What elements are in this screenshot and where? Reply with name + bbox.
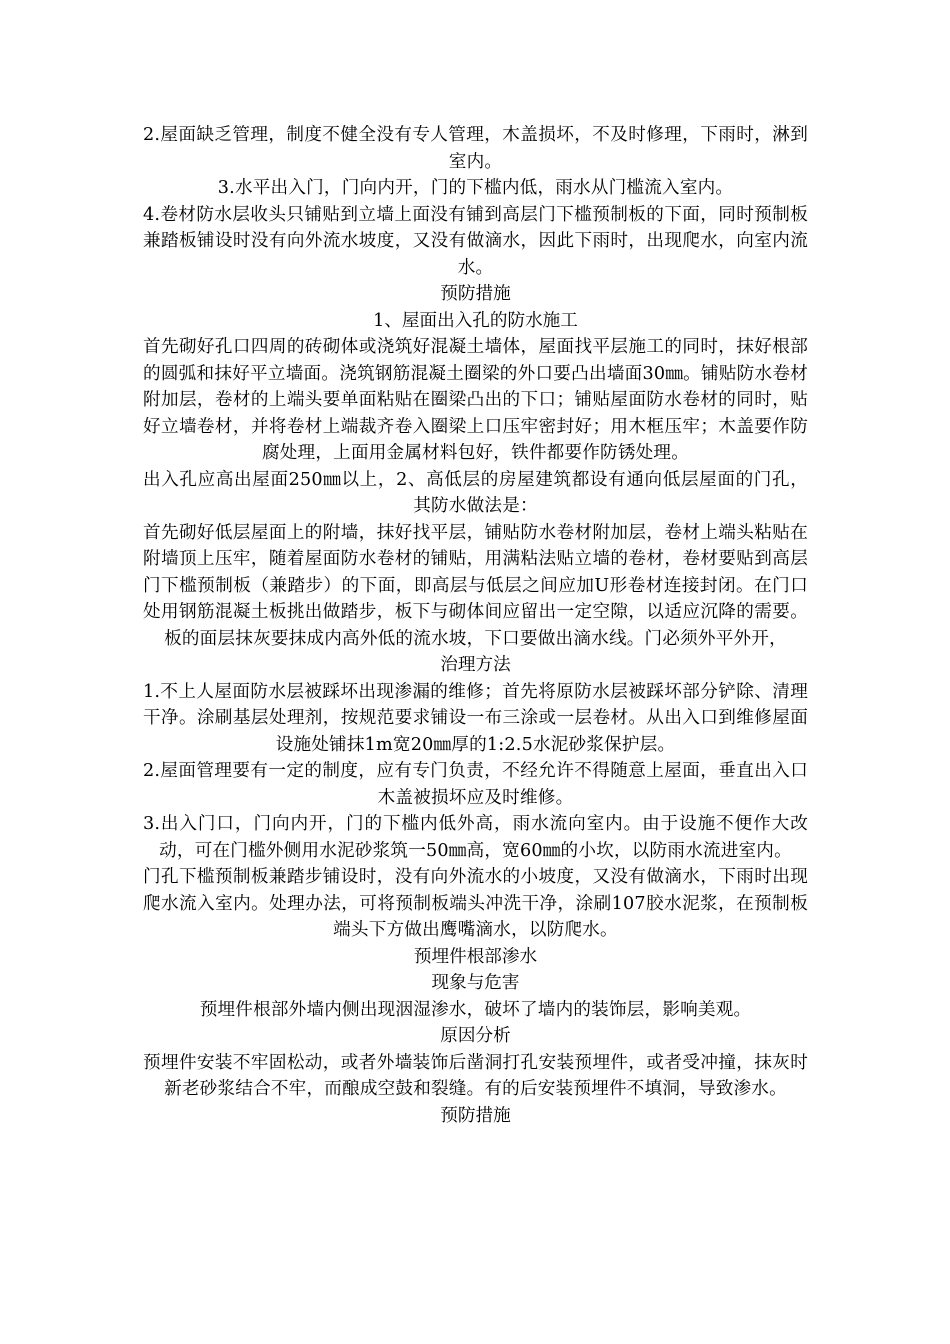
paragraph-roof-management-cause: 2.屋面缺乏管理，制度不健全没有专人管理，木盖损坏，不及时修理，下雨时，淋到室内。 <box>143 125 808 172</box>
heading-phenomenon-and-harm: 现象与危害 <box>431 973 520 993</box>
heading-roof-hatch-waterproofing: 1、屋面出入孔的防水施工 <box>373 310 578 331</box>
paragraph-treatment-2: 2.屋面管理要有一定的制度，应有专门负责，不经允许不得随意上屋面，垂直出入口木盖被损坏应及时维修。 <box>143 761 808 808</box>
heading-treatment-methods: 治理方法 <box>440 655 511 675</box>
paragraph-membrane-edge-cause: 4.卷材防水层收头只铺贴到立墙上面没有铺到高层门下槛预制板的下面，同时预制板兼踏板铺设时没有向外流水坡度，又没有做滴水，因此下雨时，出现爬水，向室内流水。 <box>143 204 808 278</box>
heading-prevention-measures-2: 预防措施 <box>440 1105 511 1126</box>
paragraph-phenomenon: 预埋件根部外墙内侧出现洇湿渗水，破坏了墙内的装饰层，影响美观。 <box>199 999 752 1020</box>
paragraph-treatment-precast-slab: 门孔下槛预制板兼踏步铺设时，没有向外流水的小坡度，又没有做滴水，下雨时出现爬水流入室内。处理办法，可将预制板端头冲洗干净，涂刷107胶水泥浆，在预制板端头下方做出鹰嘴滴水，以防爬水。 <box>143 867 808 940</box>
paragraph-low-roof-door-procedure: 首先砌好低层屋面上的附墙，抹好找平层，铺贴防水卷材附加层，卷材上端头粘贴在附墙顶上压牢，随着屋面防水卷材的铺贴，用满粘法贴立墙的卷材，卷材要贴到高层门下槛预制板（兼踏步）的下面，即高层与低层之间应加U形卷材连接封闭。在门口处用钢筋混凝土板挑出做踏步，板下与砌体间应留出一定空隙，以适应沉降的需要。板的面层抹灰要抹成内高外低的流水坡，下口要做出滴水线。门必须外平外开， <box>143 522 808 649</box>
heading-prevention-measures: 预防措施 <box>440 284 511 304</box>
paragraph-door-sill-cause: 3.水平出入门，门向内开，门的下槛内低，雨水从门槛流入室内。 <box>217 178 734 198</box>
paragraph-treatment-1: 1.不上人屋面防水层被踩坏出现渗漏的维修；首先将原防水层被踩坏部分铲除、清理干净。涂刷基层处理剂，按规范要求铺设一布三涂或一层卷材。从出入口到维修屋面设施处铺抹1m宽20㎜厚的1:2.5水泥砂浆保护层。 <box>143 681 808 755</box>
document-page <box>143 122 808 1129</box>
paragraph-roof-hatch-procedure: 首先砌好孔口四周的砖砌体或浇筑好混凝土墙体，屋面找平层施工的同时，抹好根部的圆弧和抹好平立墙面。浇筑钢筋混凝土圈梁的外口要凸出墙面30㎜。铺贴防水卷材附加层，卷材的上端头要单面粘贴在圈梁凸出的下口；铺贴屋面防水卷材的同时，贴好立墙卷材，并将卷材上端裁齐卷入圈梁上口压牢密封好；用木框压牢；木盖要作防腐处理，上面用金属材料包好，铁件都要作防锈处理。 <box>143 337 808 463</box>
paragraph-hatch-height-and-door: 出入孔应高出屋面250㎜以上，2、高低层的房屋建筑都设有通向低层屋面的门孔，其防水做法是： <box>143 469 808 516</box>
paragraph-cause-analysis: 预埋件安装不牢固松动，或者外墙装饰后凿洞打孔安装预埋件，或者受冲撞，抹灰时新老砂浆结合不牢，而酿成空鼓和裂缝。有的后安装预埋件不填洞，导致渗水。 <box>143 1052 808 1099</box>
heading-embedded-parts-leakage: 预埋件根部渗水 <box>413 946 538 967</box>
paragraph-treatment-3: 3.出入门口，门向内开，门的下槛内低外高，雨水流向室内。由于设施不便作大改动，可在门槛外侧用水泥砂浆筑一50㎜高，宽60㎜的小坎，以防雨水流进室内。 <box>143 814 808 861</box>
heading-cause-analysis: 原因分析 <box>440 1026 511 1046</box>
